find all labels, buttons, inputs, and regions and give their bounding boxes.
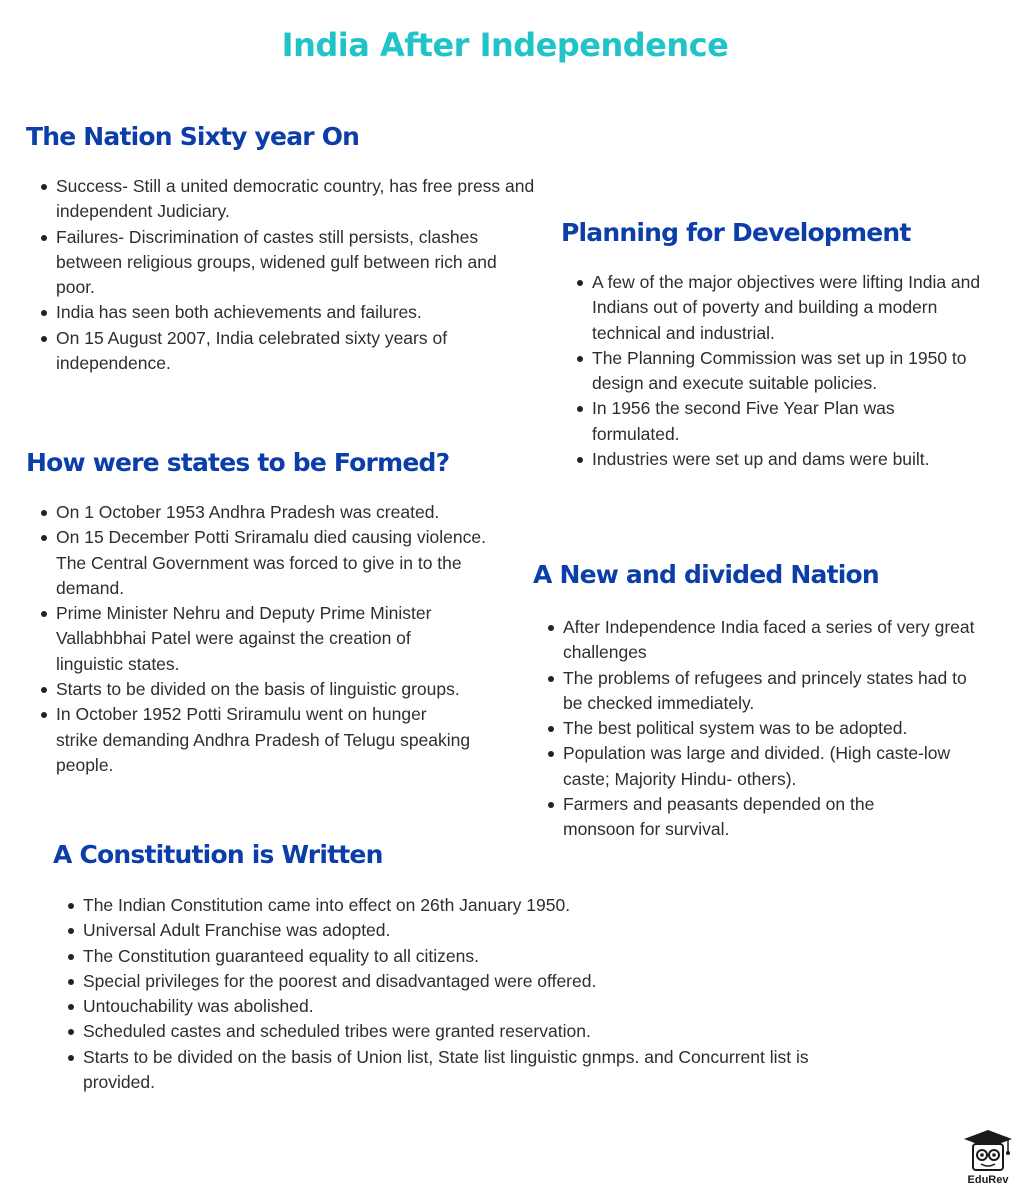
section-heading: The Nation Sixty year On <box>26 122 360 151</box>
list-item: On 1 October 1953 Andhra Pradesh was created. <box>26 500 496 525</box>
list-item: Scheduled castes and scheduled tribes were granted reservation. <box>53 1019 813 1044</box>
list-item: In October 1952 Potti Sriramulu went on hunger strike demanding Andhra Pradesh of Telugu speaking people. <box>26 702 496 778</box>
section-heading: A Constitution is Written <box>53 840 383 869</box>
list-item: Population was large and divided. (High caste-low caste; Majority Hindu- others). <box>533 741 978 792</box>
list-item: The best political system was to be adopted. <box>533 716 978 741</box>
bullet-list <box>533 615 978 843</box>
list-item: Untouchability was abolished. <box>53 994 813 1019</box>
section-heading: Planning for Development <box>561 218 911 247</box>
section-states-formation <box>26 448 496 778</box>
section-constitution-written <box>53 840 813 1095</box>
section-heading: How were states to be Formed? <box>26 448 450 477</box>
list-item: The Indian Constitution came into effect on 26th January 1950. <box>53 893 813 918</box>
bullet-list <box>53 893 813 1095</box>
list-item: Industries were set up and dams were built. <box>562 447 1001 472</box>
list-item: The Planning Commission was set up in 1950 to design and execute suitable policies. <box>562 346 1001 397</box>
list-item: Starts to be divided on the basis of Union list, State list linguistic gnmps. and Concurrent list is provided. <box>53 1045 813 1096</box>
list-item: Special privileges for the poorest and disadvantaged were offered. <box>53 969 813 994</box>
graduation-cap-icon <box>962 1126 1014 1174</box>
list-item: Universal Adult Franchise was adopted. <box>53 918 813 943</box>
list-item: Farmers and peasants depended on the monsoon for survival. <box>533 792 978 843</box>
logo-text: EduRev <box>967 1174 1009 1186</box>
list-item: On 15 December Potti Sriramalu died causing violence. The Central Government was forced to give in to the demand. <box>26 525 496 601</box>
bullet-list <box>26 500 496 778</box>
list-item: In 1956 the second Five Year Plan was formulated. <box>562 396 1001 447</box>
section-new-divided-nation <box>533 560 978 843</box>
list-item: Prime Minister Nehru and Deputy Prime Minister Vallabhbhai Patel were against the creation of linguistic states. <box>26 601 496 677</box>
edurev-logo <box>962 1126 1014 1188</box>
section-planning-for-development <box>561 218 1001 472</box>
list-item: India has seen both achievements and failures. <box>26 300 566 325</box>
list-item: Success- Still a united democratic country, has free press and independent Judiciary. <box>26 174 566 225</box>
section-nation-sixty-years <box>26 122 566 376</box>
list-item: The Constitution guaranteed equality to all citizens. <box>53 944 813 969</box>
page-title: India After Independence <box>281 26 729 64</box>
list-item: Starts to be divided on the basis of linguistic groups. <box>26 677 516 702</box>
list-item: After Independence India faced a series of very great challenges <box>533 615 978 666</box>
list-item: A few of the major objectives were lifting India and Indians out of poverty and building a modern technical and industrial. <box>562 270 1001 346</box>
bullet-list <box>561 270 1001 472</box>
bullet-list <box>26 174 566 376</box>
section-heading: A New and divided Nation <box>533 560 879 589</box>
list-item: On 15 August 2007, India celebrated sixty years of independence. <box>26 326 566 377</box>
list-item: Failures- Discrimination of castes still persists, clashes between religious groups, widened gulf between rich and poor. <box>26 225 566 301</box>
list-item: The problems of refugees and princely states had to be checked immediately. <box>533 666 978 717</box>
